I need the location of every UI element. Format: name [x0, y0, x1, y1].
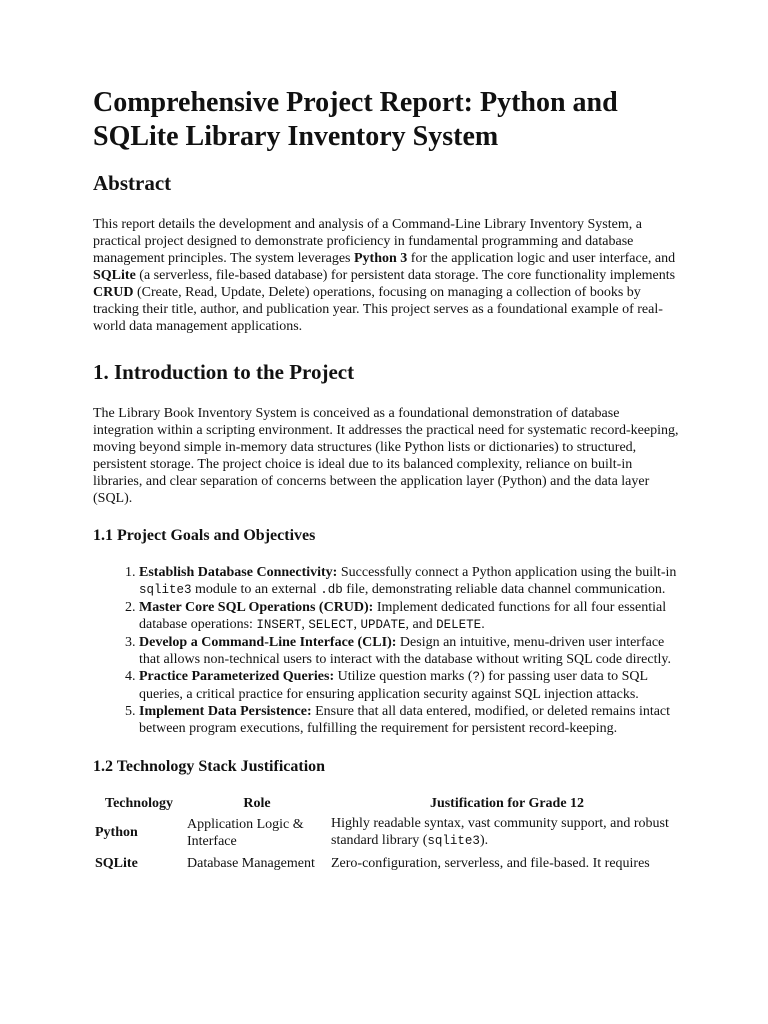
- abstract-bold-sqlite: SQLite: [93, 268, 136, 283]
- justification-code: sqlite3: [427, 834, 480, 848]
- page-title: Comprehensive Project Report: Python and SQLite Library Inventory System: [93, 87, 618, 152]
- goal-item: [139, 668, 683, 703]
- goal-text: .: [481, 617, 485, 632]
- goal-item: [139, 703, 683, 737]
- abstract-heading: Abstract: [93, 171, 172, 195]
- abstract-text-3: (a serverless, file-based database) for persistent data storage. The core functionality implements: [135, 268, 676, 283]
- goal-code: UPDATE: [360, 618, 406, 632]
- intro-paragraph: The Library Book Inventory System is conceived as a foundational demonstration of database integration within a scripting environment. It addresses the practical need for systematic record-keeping, moving beyond simple in-memory data structures (like Python lists or dictionaries) to structured, persistent storage. The project choice is ideal due to its balanced complexity, reliance on built-in libraries, and clear separation of concerns between the application layer (Python) and the data layer (SQL).: [93, 406, 679, 506]
- tech-table: [93, 795, 685, 876]
- abstract-bold-python: Python 3: [354, 251, 408, 266]
- goal-text: Design an intuitive, menu-driven user interface that allows non-technical users to interact with the database without writing SQL code directly.: [139, 635, 671, 667]
- goal-text: ,: [301, 617, 309, 632]
- goal-text: Successfully connect a Python application using the built-in: [337, 565, 677, 580]
- goals-list: [93, 564, 683, 737]
- goal-code: sqlite3: [139, 583, 192, 597]
- goal-text: , and: [405, 617, 437, 632]
- column-header: Justification for Grade 12: [429, 796, 585, 811]
- justification-text: ).: [479, 833, 489, 848]
- table-row: [93, 814, 685, 854]
- goal-text: Utilize question marks (: [334, 669, 473, 684]
- goal-item: [139, 634, 683, 668]
- table-row: [93, 854, 685, 876]
- goal-text: module to an external: [191, 582, 321, 597]
- intro-heading: 1. Introduction to the Project: [93, 360, 355, 384]
- goal-text: ) for passing user data to SQL queries, a critical practice for ensuring application security against SQL injection attacks.: [139, 669, 648, 702]
- goal-text: Ensure that all data entered, modified, or deleted remains intact between program executions, fulfilling the requirement for persistent record-keeping.: [139, 704, 671, 736]
- goal-code: DELETE: [436, 618, 482, 632]
- abstract-paragraph: [93, 216, 683, 335]
- goals-heading: 1.1 Project Goals and Objectives: [93, 527, 316, 544]
- column-header: Technology: [105, 796, 173, 811]
- goal-title: Practice Parameterized Queries:: [139, 669, 335, 684]
- goal-code: .db: [320, 583, 343, 597]
- document-page: [93, 86, 683, 876]
- tech-justification: Zero-configuration, serverless, and file-based. It requires: [331, 856, 650, 871]
- goal-item: [139, 599, 683, 634]
- tech-name: SQLite: [95, 856, 138, 871]
- abstract-text-4: (Create, Read, Update, Delete) operations, focusing on managing a collection of books by tracking their title, author, and publication year. This project serves as a foundational example of real-world data management applications.: [93, 285, 663, 334]
- tech-name: Python: [95, 825, 138, 840]
- tech-role: Application Logic & Interface: [187, 816, 304, 849]
- tech-heading: 1.2 Technology Stack Justification: [93, 758, 326, 775]
- goal-code: ?: [472, 670, 481, 684]
- goal-text: ,: [353, 617, 361, 632]
- goal-title: Master Core SQL Operations (CRUD):: [139, 600, 374, 615]
- goal-title: Establish Database Connectivity:: [139, 565, 338, 580]
- goal-item: [139, 564, 683, 599]
- tech-justification: [329, 814, 685, 854]
- table-header-row: [93, 795, 685, 814]
- goal-title: Implement Data Persistence:: [139, 704, 312, 719]
- abstract-text-2: for the application logic and user interface, and: [407, 251, 676, 266]
- abstract-bold-crud: CRUD: [93, 285, 134, 300]
- goal-text: file, demonstrating reliable data channel communication.: [342, 582, 666, 597]
- goal-text: Implement dedicated functions for all four essential database operations:: [139, 600, 667, 632]
- tech-role: Database Management: [187, 856, 315, 871]
- goal-code: SELECT: [308, 618, 354, 632]
- justification-text: Highly readable syntax, vast community support, and robust standard library (: [331, 816, 669, 848]
- abstract-text-1: This report details the development and analysis of a Command-Line Library Inventory System, a practical project designed to demonstrate proficiency in fundamental programming and database management principles. The system leverages: [93, 217, 642, 266]
- goal-title: Develop a Command-Line Interface (CLI):: [139, 635, 397, 650]
- goal-code: INSERT: [256, 618, 302, 632]
- column-header: Role: [243, 796, 271, 811]
